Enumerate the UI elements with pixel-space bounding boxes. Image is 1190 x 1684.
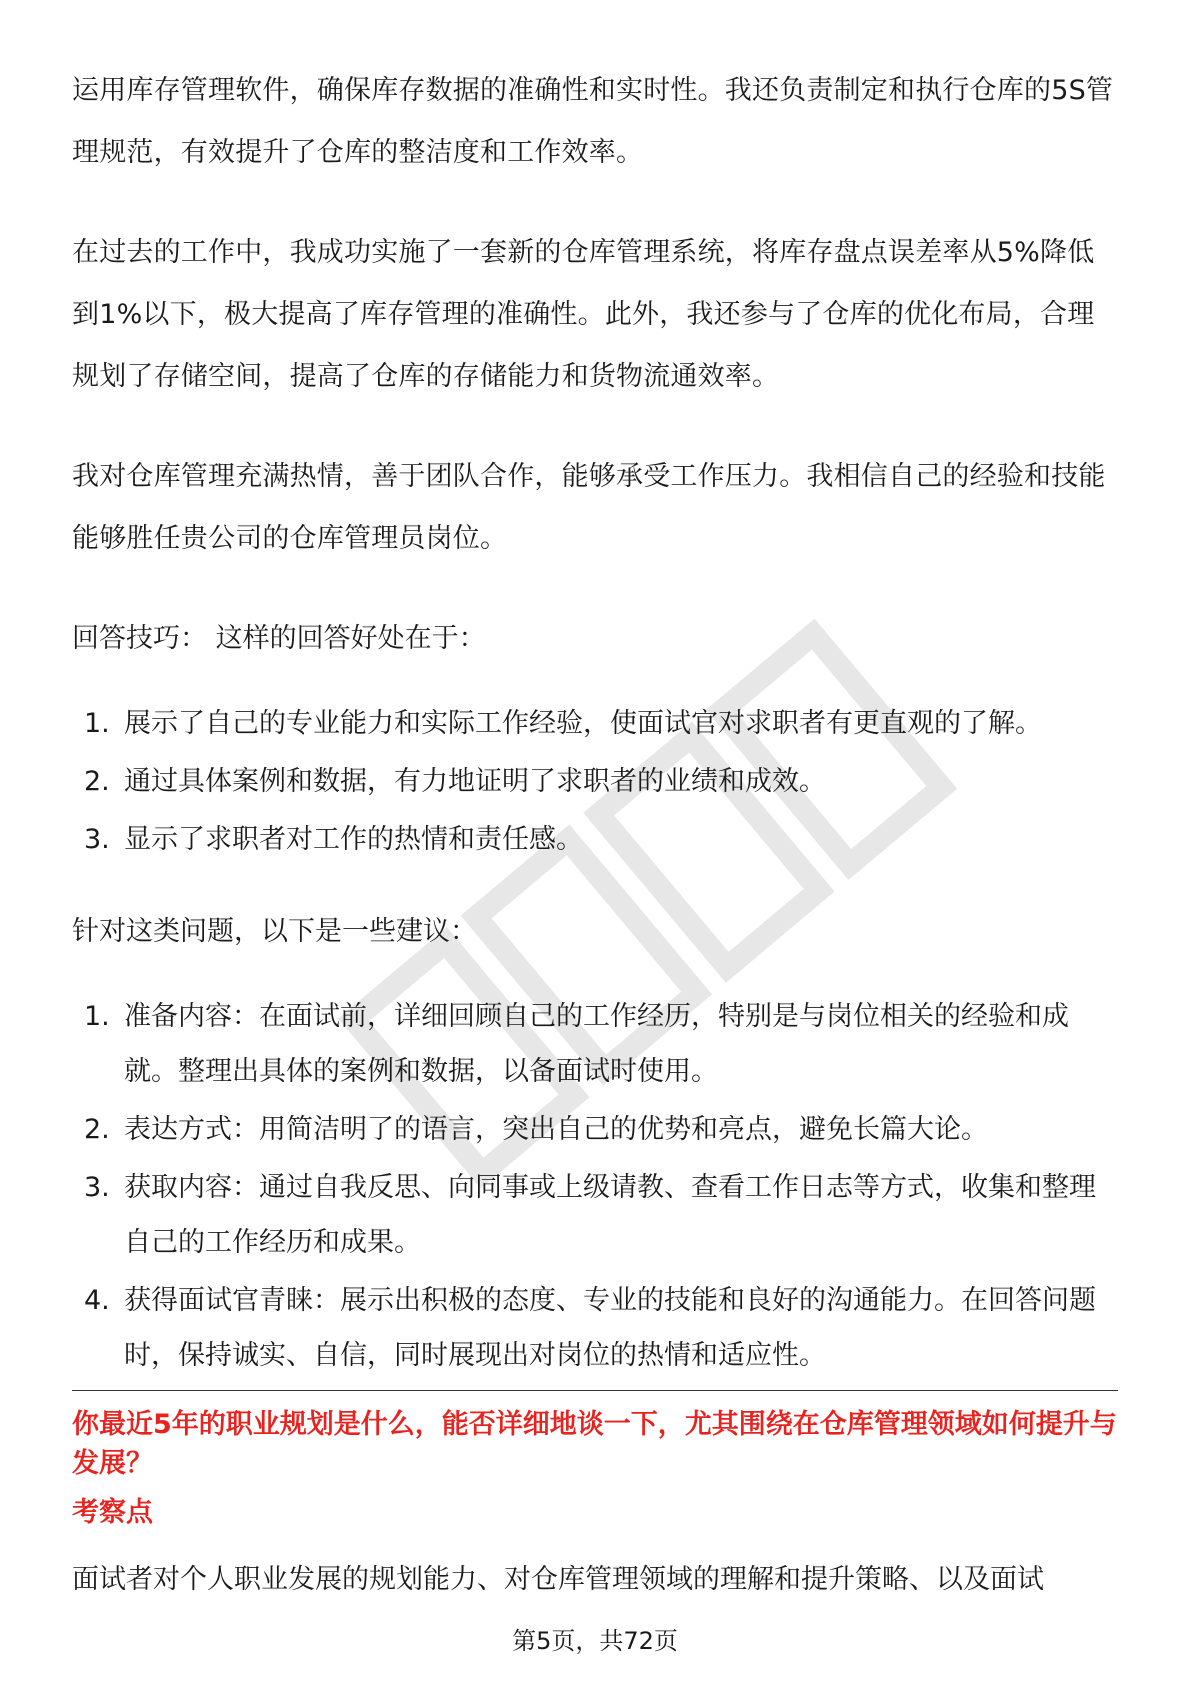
list-item-text: 表达方式：用简洁明了的语言，突出自己的优势和亮点，避免长篇大论。 [124,1114,988,1145]
tips-heading: 回答技巧： 这样的回答好处在于： [72,623,486,654]
list-item [72,1160,1118,1270]
list-number: 1. [84,708,110,739]
list-item [72,696,1118,751]
section-divider [72,1390,1118,1391]
list-item [72,754,1118,809]
question-heading: 你最近5年的职业规划是什么，能否详细地谈一下，尤其围绕在仓库管理领域如何提升与发展？ [72,1409,1117,1479]
paragraph: 运用库存管理软件，确保库存数据的准确性和实时性。我还负责制定和执行仓库的5S管理规范，有效提升了仓库的整洁度和工作效率。 [72,75,1114,168]
paragraph: 面试者对个人职业发展的规划能力、对仓库管理领域的理解和提升策略、以及面试 [72,1564,1044,1595]
list-item-text: 显示了求职者对工作的热情和责任感。 [124,824,583,855]
list-item-text: 准备内容：在面试前，详细回顾自己的工作经历，特别是与岗位相关的经验和成就。整理出具体的案例和数据，以备面试时使用。 [124,1001,1069,1087]
list-number: 3. [84,1172,110,1203]
list-number: 1. [84,1001,110,1032]
list-number: 2. [84,1114,110,1145]
list-number: 2. [84,766,110,797]
list-item [72,1102,1118,1157]
list-item [72,812,1118,867]
assessment-points-heading: 考察点 [72,1497,153,1528]
list-item [72,1273,1118,1383]
list-number: 4. [84,1285,110,1316]
list-item [72,989,1118,1099]
list-item-text: 获取内容：通过自我反思、向同事或上级请教、查看工作日志等方式，收集和整理自己的工作经历和成果。 [124,1172,1096,1258]
paragraph: 我对仓库管理充满热情，善于团队合作，能够承受工作压力。我相信自己的经验和技能能够胜任贵公司的仓库管理员岗位。 [72,461,1106,554]
advice-list [72,989,1118,1383]
list-item-text: 通过具体案例和数据，有力地证明了求职者的业绩和成效。 [124,766,826,797]
list-item-text: 获得面试官青睐：展示出积极的态度、专业的技能和良好的沟通能力。在回答问题时，保持诚实、自信，同时展现出对岗位的热情和适应性。 [124,1285,1096,1371]
advice-heading: 针对这类问题，以下是一些建议： [72,916,477,947]
paragraph: 在过去的工作中，我成功实施了一套新的仓库管理系统，将库存盘点误差率从5%降低到1%以下，极大提高了库存管理的准确性。此外，我还参与了仓库的优化布局，合理规划了存储空间，提高了仓库的存储能力和货物流通效率。 [72,237,1095,392]
tips-list [72,696,1118,867]
page-number: 第5页，共72页 [512,1627,678,1655]
list-number: 3. [84,824,110,855]
list-item-text: 展示了自己的专业能力和实际工作经验，使面试官对求职者有更直观的了解。 [124,708,1042,739]
document-body [72,60,1118,1417]
